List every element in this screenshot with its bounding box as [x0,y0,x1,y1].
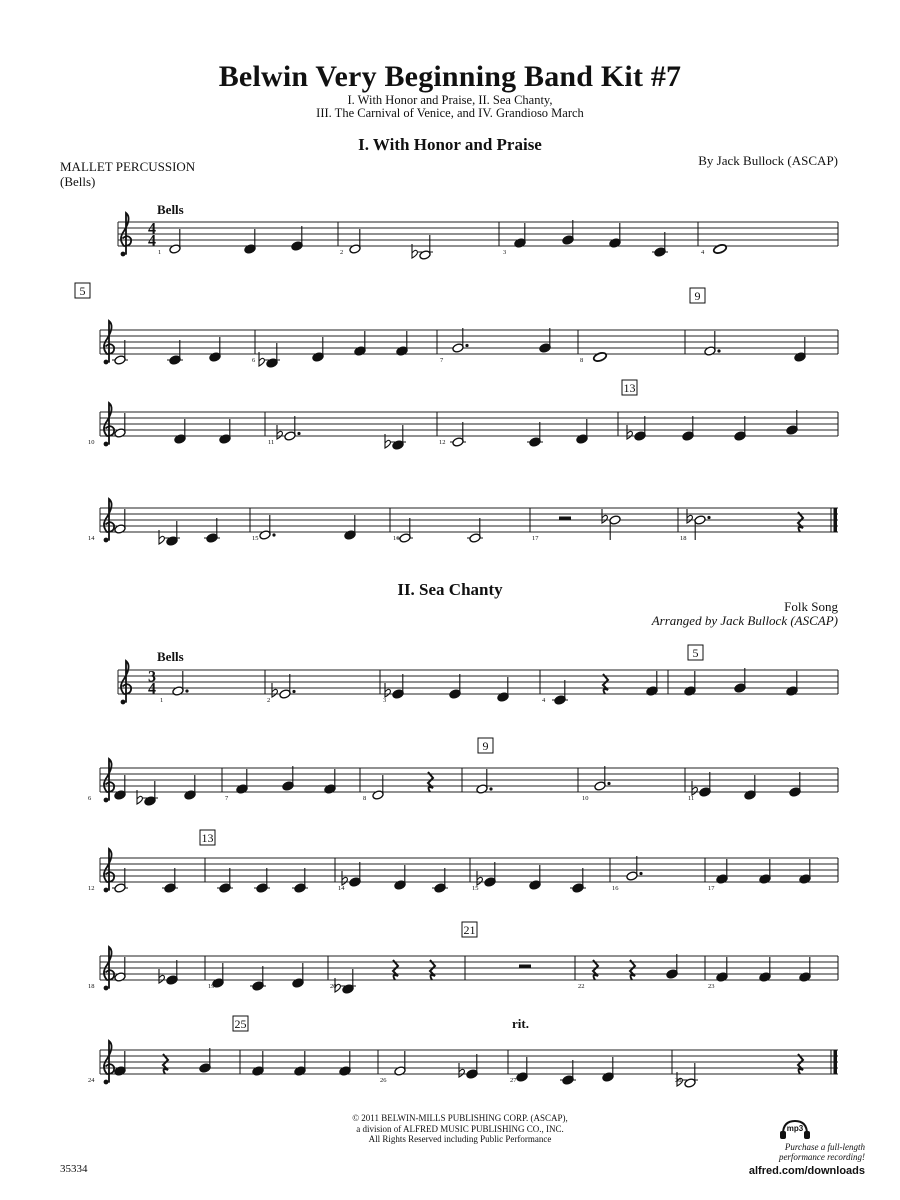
measure-number: 6 [252,357,256,364]
staff [100,1050,838,1074]
treble-clef-dot [104,888,109,893]
measure-number: 23 [708,983,715,990]
measure-number: 1 [158,249,162,256]
staff [100,330,838,354]
tempo-mark-rit: rit. [512,1016,529,1031]
augmentation-dot [272,533,275,536]
treble-clef-stroke [104,321,114,362]
measure-number: 2 [267,697,271,704]
promo-line-1: Purchase a full-length [784,1142,865,1152]
copyright-line-2: a division of ALFRED MUSIC PUBLISHING CO., INC. [356,1123,564,1134]
quarter-rest [428,772,433,792]
staff [118,670,838,694]
quarter-note [609,223,621,248]
half-note [114,957,126,982]
notehead [713,243,728,254]
catalog-number: 35334 [60,1163,88,1175]
movement-1-composer: By Jack Bullock (ASCAP) [698,153,838,168]
flat-sign [385,683,390,697]
augmentation-dot [185,689,188,692]
augmentation-dot [707,516,710,519]
subtitle-line-2: III. The Carnival of Venice, and IV. Grandioso March [316,106,584,120]
measure-number: 28 [675,1077,682,1084]
half-note [476,769,493,794]
measure-number: 11 [268,439,275,446]
treble-clef-icon [121,213,132,256]
quarter-note [339,1051,351,1076]
measure-number: 2 [340,249,344,256]
measure-number: 24 [88,1077,95,1084]
augmentation-dot [717,349,720,352]
quarter-note [291,226,303,251]
quarter-note [252,1051,264,1076]
time-signature-top: 3 [148,668,156,686]
treble-clef-dot [104,442,109,447]
quarter-note [312,337,324,362]
measure-number: 17 [532,535,539,542]
quarter-note [432,868,448,893]
quarter-note [335,969,356,994]
half-note [259,515,276,540]
movement-2-source: Folk Song [784,599,838,614]
measure-number: 8 [363,795,367,802]
augmentation-dot [297,432,300,435]
quarter-note [734,416,746,441]
quarter-note [294,1051,306,1076]
quarter-note [646,671,658,696]
mp3-label: mp3 [786,1124,804,1133]
measure-number: 18 [680,535,687,542]
quarter-rest [630,960,635,980]
quarter-note [682,416,694,441]
quarter-note [137,781,158,806]
treble-clef-stroke [104,403,114,444]
half-note [450,422,466,447]
staff [118,222,838,246]
treble-clef-dot [104,538,109,543]
final-barline-thick [834,508,838,532]
quarter-note [324,769,336,794]
quarter-note [236,769,248,794]
measure-number: 19 [208,983,215,990]
quarter-rest [430,960,435,980]
half-note [169,229,181,254]
quarter-note [759,957,771,982]
flat-sign [627,425,632,439]
quarter-note [159,521,180,546]
rehearsal-mark: 21 [463,923,476,937]
quarter-note [114,775,126,800]
treble-clef-icon [104,403,115,446]
whole-note [713,243,728,254]
measure-number: 7 [225,795,229,802]
copyright-line-3: All Rights Reserved including Public Performance [368,1134,552,1144]
instrument-mark-bells: Bells [157,649,184,664]
quarter-note [259,343,280,368]
quarter-note [789,772,801,797]
treble-clef-stroke [121,213,131,254]
final-barline-thick [834,1050,838,1074]
copyright-line-1: © 2011 BELWIN-MILLS PUBLISHING CORP. (ASCAP), [352,1113,568,1123]
half-note [112,340,128,365]
half-note [452,328,469,353]
flat-sign [602,509,607,523]
copyright-notice [250,1113,670,1145]
quarter-rest [163,1054,168,1074]
quarter-note [576,419,588,444]
quarter-note [552,680,568,705]
treble-clef-icon [104,1041,115,1084]
staff [100,508,838,532]
measure-number: 6 [88,795,92,802]
quarter-note [652,232,668,257]
staff [100,768,838,792]
quarter-note [342,862,361,887]
quarter-rest [798,1054,803,1074]
quarter-note [344,515,356,540]
measure-number: 12 [88,885,95,892]
quarter-note [204,518,220,543]
quarter-note [560,1060,576,1085]
instrument-name: MALLET PERCUSSION [60,159,196,174]
flat-sign [692,781,697,795]
quarter-note [799,859,811,884]
flat-sign [459,1063,464,1077]
time-signature-bottom: 4 [148,680,156,698]
measure-number: 11 [688,795,695,802]
staff [100,412,838,436]
quarter-note [692,772,711,797]
measure-number: 10 [88,439,95,446]
time-signature-top: 4 [148,220,156,238]
movement-2-title: II. Sea Chanty [397,580,503,599]
quarter-note [562,220,574,245]
half-note [412,235,433,260]
quarter-note [209,337,221,362]
quarter-note [570,868,586,893]
half-note [394,1051,406,1076]
rehearsal-mark: 13 [201,831,214,845]
quarter-note [529,865,541,890]
treble-clef-dot [104,360,109,365]
quarter-note [385,674,404,699]
half-note [467,518,483,543]
flat-sign [477,871,482,885]
subtitle-line-1: I. With Honor and Praise, II. Sea Chanty, [347,93,553,107]
quarter-note [159,960,178,985]
half-rest [519,965,531,969]
rehearsal-mark: 13 [623,381,636,395]
half-note [626,856,643,881]
flat-sign [342,871,347,885]
rehearsal-mark: 25 [234,1017,247,1031]
treble-clef-dot [121,700,126,705]
half-note [114,413,126,438]
measure-number: 27 [510,1077,517,1084]
measure-number: 22 [578,983,585,990]
quarter-note [219,419,231,444]
flat-sign [159,969,164,983]
treble-clef-stroke [104,947,114,988]
measure-number: 20 [330,983,337,990]
quarter-rest [798,512,803,532]
measure-number: 4 [701,249,705,256]
quarter-rest [603,674,608,694]
treble-clef-dot [104,798,109,803]
quarter-note [666,954,678,979]
half-note [677,1063,698,1088]
measure-number: 10 [582,795,589,802]
quarter-note [527,422,543,447]
quarter-note [786,671,798,696]
time-signature-bottom: 4 [148,232,156,250]
promo-text [735,1142,865,1162]
augmentation-dot [639,872,642,875]
quarter-note [744,775,756,800]
treble-clef-stroke [104,849,114,890]
half-note [277,416,301,441]
quarter-note [292,963,304,988]
treble-clef-icon [104,947,115,990]
measure-number: 7 [440,357,444,364]
rehearsal-mark: 5 [692,646,699,660]
quarter-note [174,419,186,444]
measure-number: 15 [252,535,259,542]
measure-number: 1 [160,697,164,704]
treble-clef-icon [104,321,115,364]
half-note [272,674,296,699]
movement-2-arranger: Arranged by Jack Bullock (ASCAP) [651,613,838,628]
treble-clef-dot [121,252,126,257]
measure-number: 14 [88,535,95,542]
measure-number: 12 [439,439,446,446]
augmentation-dot [607,782,610,785]
quarter-note [394,865,406,890]
quarter-note [114,1051,126,1076]
treble-clef-stroke [104,499,114,540]
treble-clef-dot [104,1080,109,1085]
half-rest [559,517,571,521]
quarter-note [199,1048,211,1073]
quarter-note [162,868,178,893]
augmentation-dot [489,787,492,790]
flat-sign [687,509,692,523]
half-note [372,775,384,800]
treble-clef-icon [121,661,132,704]
quarter-note [244,229,256,254]
half-note [349,229,361,254]
measure-number: 15 [472,885,479,892]
augmentation-dot [465,344,468,347]
quarter-note [167,340,183,365]
quarter-note [497,677,509,702]
measure-number: 16 [612,885,619,892]
quarter-note [184,775,196,800]
treble-clef-icon [104,759,115,802]
whole-note [593,351,608,362]
rehearsal-mark: 9 [694,289,701,303]
quarter-note [786,410,798,435]
quarter-note [539,328,551,353]
treble-clef-stroke [121,661,131,702]
quarter-note [217,868,233,893]
treble-clef-icon [104,499,115,542]
flat-sign [272,683,277,697]
flat-sign [277,425,282,439]
movement-1-title: I. With Honor and Praise [358,135,542,154]
treble-clef-stroke [104,759,114,800]
augmentation-dot [292,690,295,693]
measure-number: 3 [503,249,507,256]
quarter-note [716,957,728,982]
quarter-note [250,966,266,991]
measure-number: 4 [542,697,546,704]
quarter-note [396,331,408,356]
quarter-note [292,868,308,893]
quarter-note [514,223,526,248]
measure-number: 16 [393,535,400,542]
measure-number: 18 [88,983,95,990]
treble-clef-stroke [104,1041,114,1082]
promo-line-2: performance recording! [778,1152,865,1162]
downloads-link[interactable]: alfred.com/downloads [748,1165,865,1177]
quarter-note [282,766,294,791]
quarter-note [602,1057,614,1082]
quarter-note [516,1057,528,1082]
quarter-note [799,957,811,982]
quarter-note [354,331,366,356]
treble-clef-dot [104,986,109,991]
half-note [114,509,126,534]
quarter-note [759,859,771,884]
measure-number: 26 [380,1077,387,1084]
rehearsal-mark: 9 [482,739,489,753]
quarter-note [449,674,461,699]
instrument-subname: (Bells) [60,174,96,189]
quarter-note [254,868,270,893]
instrument-mark-bells: Bells [157,202,184,217]
quarter-note [794,337,806,362]
quarter-note [385,425,406,450]
quarter-note [627,416,646,441]
treble-clef-icon [104,849,115,892]
notehead [593,351,608,362]
half-note [112,868,128,893]
half-note [172,671,189,696]
measure-number: 3 [383,697,387,704]
half-note [594,766,611,791]
measure-number: 8 [580,357,584,364]
quarter-rest [593,960,598,980]
quarter-note [477,862,496,887]
page-title: Belwin Very Beginning Band Kit #7 [218,60,682,93]
half-note [704,331,721,356]
rehearsal-mark: 5 [79,284,86,298]
measure-number: 14 [338,885,345,892]
quarter-note [716,859,728,884]
quarter-note [459,1054,478,1079]
measure-number: 17 [708,885,715,892]
quarter-note [684,671,696,696]
quarter-note [734,668,746,693]
mp3-headphones-icon [778,1118,812,1140]
quarter-rest [393,960,398,980]
